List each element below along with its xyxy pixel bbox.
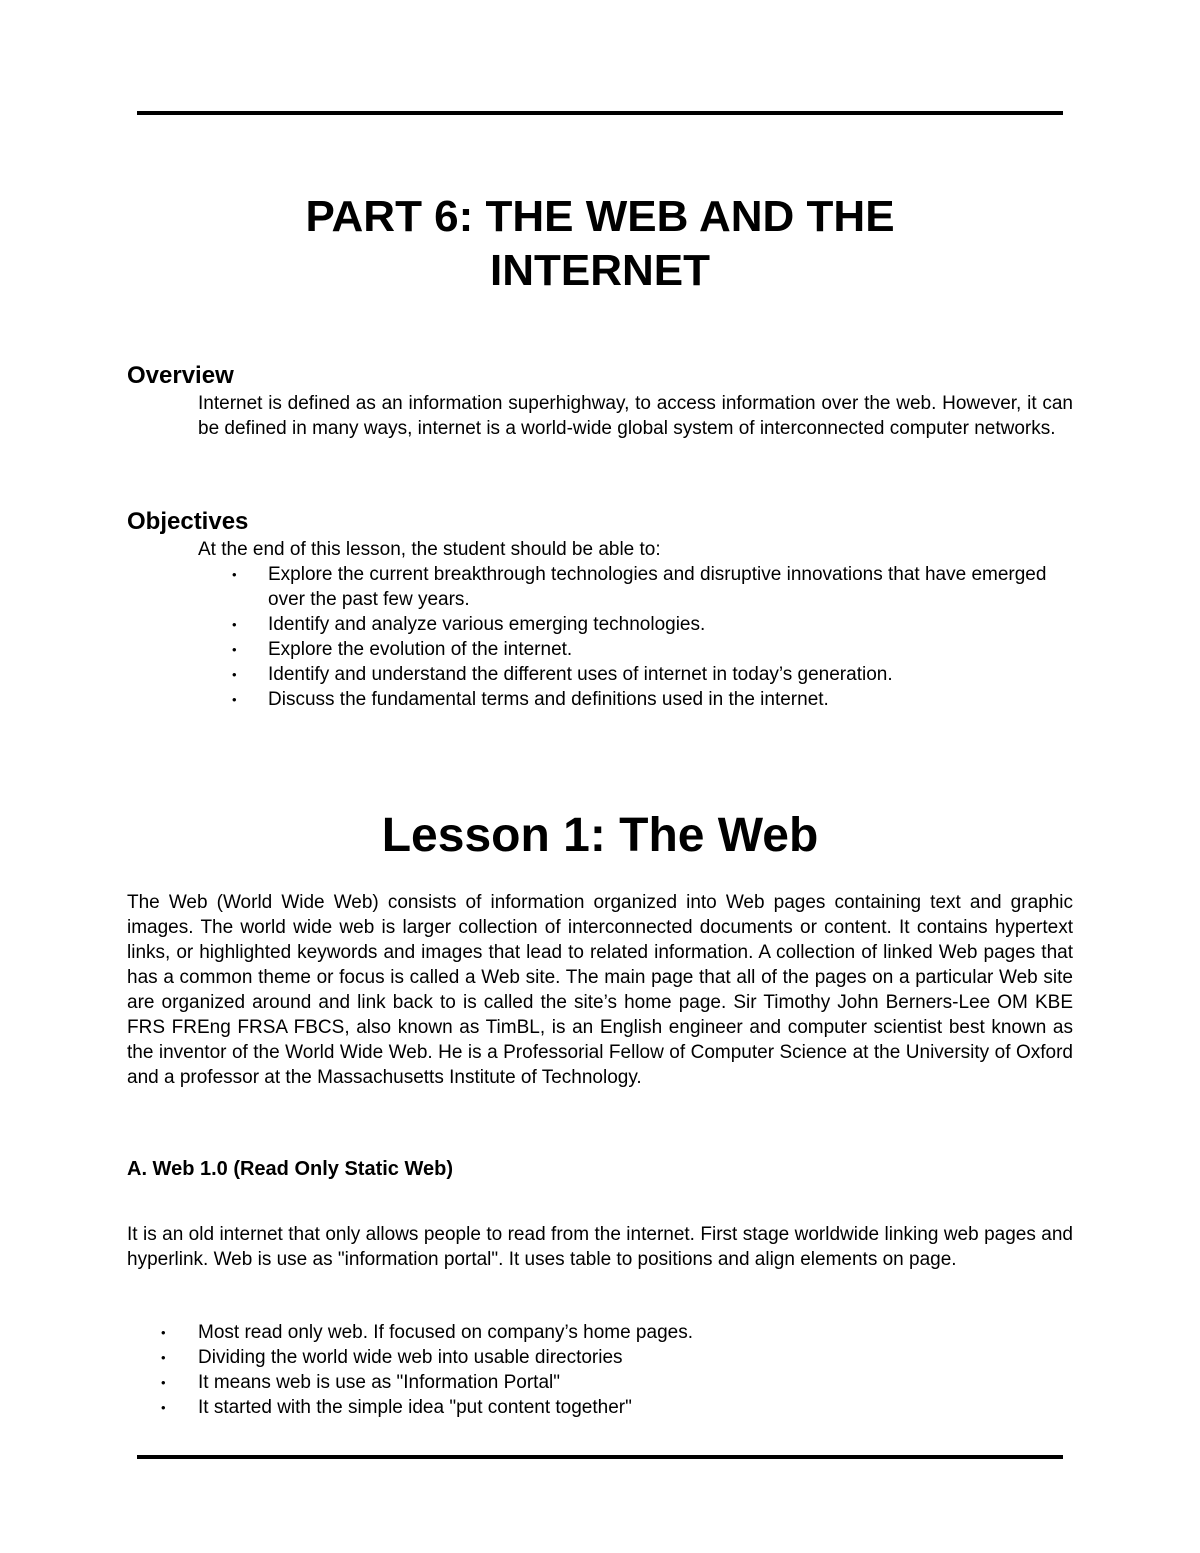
bullet-icon: •	[232, 692, 237, 707]
objective-text: Discuss the fundamental terms and definitions used in the internet.	[268, 689, 829, 710]
overview-text: Internet is defined as an information superhighway, to access information over the web. However, it can be defined in many ways, internet is a world-wide global system of interconnected computer networks.	[198, 393, 1073, 439]
objective-text: Identify and analyze various emerging technologies.	[268, 614, 706, 635]
web1-item	[161, 1370, 1058, 1395]
web1-text: It is an old internet that only allows people to read from the internet. First stage worldwide linking web pages and hyperlink. Web is use as "information portal". It uses table to positions and align elements on page.	[127, 1224, 1073, 1270]
objective-item	[232, 687, 1078, 712]
objective-text: Explore the current breakthrough technologies and disruptive innovations that have emerged over the past few years.	[268, 564, 1047, 610]
web1-heading: A. Web 1.0 (Read Only Static Web)	[127, 1158, 453, 1180]
objective-item	[232, 662, 1078, 687]
web1-item-text: It started with the simple idea "put content together"	[198, 1397, 632, 1418]
web1-item	[161, 1320, 1058, 1345]
objectives-heading: Objectives	[127, 508, 249, 535]
top-horizontal-rule	[137, 111, 1063, 115]
objective-text: Identify and understand the different uses of internet in today’s generation.	[268, 664, 893, 685]
part-title-line-2: INTERNET	[490, 246, 710, 295]
lesson-title: Lesson 1: The Web	[381, 809, 819, 862]
objectives-intro: At the end of this lesson, the student should be able to:	[198, 539, 661, 560]
objective-item	[232, 612, 1078, 637]
objectives-list	[232, 562, 1078, 712]
web1-item	[161, 1395, 1058, 1420]
objective-text: Explore the evolution of the internet.	[268, 639, 573, 660]
bullet-icon: •	[232, 617, 237, 632]
overview-heading: Overview	[127, 362, 234, 389]
bullet-icon: •	[232, 567, 237, 582]
bullet-icon: •	[161, 1400, 166, 1415]
lesson-body-text: The Web (World Wide Web) consists of information organized into Web pages containing text and graphic images. The world wide web is larger collection of interconnected documents or content. It contains hypertext links, or highlighted keywords and images that lead to related information. A collection of linked Web pages that has a common theme or focus is called a Web site. The main page that all of the pages on a particular Web site are organized around and link back to is called the site’s home page. Sir Timothy John Berners-Lee OM KBE FRS FREng FRSA FBCS, also known as TimBL, is an English engineer and computer scientist best known as the inventor of the World Wide Web. He is a Professorial Fellow of Computer Science at the University of Oxford and a professor at the Massachusetts Institute of Technology.	[127, 892, 1073, 1088]
web1-item	[161, 1345, 1058, 1370]
bullet-icon: •	[232, 642, 237, 657]
web1-list	[161, 1320, 1058, 1420]
objective-item	[232, 637, 1078, 662]
bullet-icon: •	[161, 1375, 166, 1390]
part-title-line-1: PART 6: THE WEB AND THE	[305, 192, 895, 241]
web1-item-text: Most read only web. If focused on company’s home pages.	[198, 1322, 693, 1343]
bullet-icon: •	[161, 1350, 166, 1365]
web1-item-text: Dividing the world wide web into usable directories	[198, 1347, 623, 1368]
part-title	[137, 190, 1063, 298]
objective-item	[232, 562, 1078, 612]
web1-item-text: It means web is use as "Information Portal"	[198, 1372, 560, 1393]
bullet-icon: •	[232, 667, 237, 682]
bottom-horizontal-rule	[137, 1455, 1063, 1459]
bullet-icon: •	[161, 1325, 166, 1340]
